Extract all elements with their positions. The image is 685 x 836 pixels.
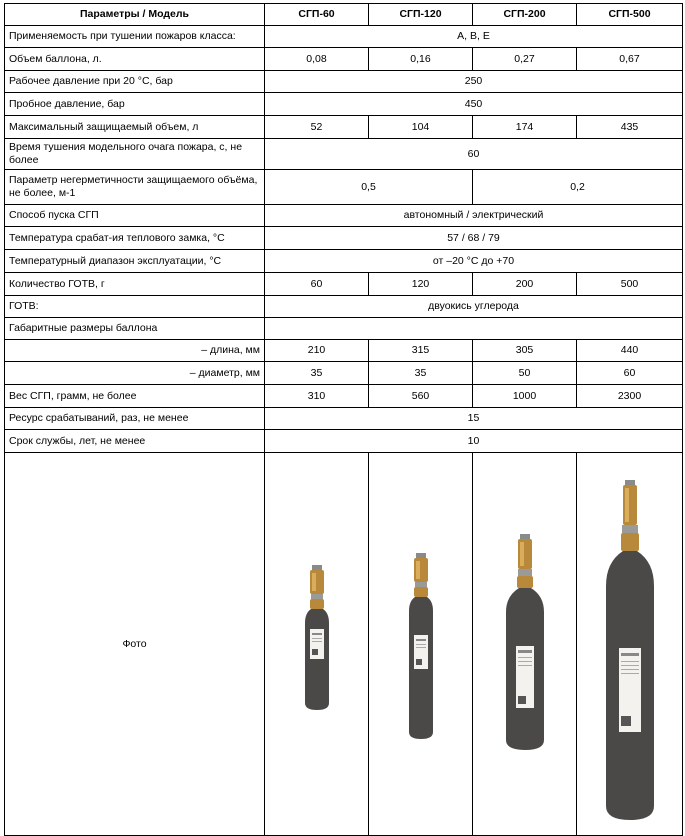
table-row	[5, 318, 683, 340]
table-row	[5, 26, 683, 48]
table-row	[5, 205, 683, 227]
row-value: 120	[369, 273, 473, 296]
row-label: Объем баллона, л.	[5, 48, 265, 71]
row-label: – длина, мм	[5, 340, 265, 362]
row-value: 10	[265, 430, 683, 453]
table-row	[5, 227, 683, 250]
row-value: 60	[265, 139, 683, 170]
row-value: от –20 °С до +70	[265, 250, 683, 273]
row-value: 50	[473, 362, 577, 385]
cylinder-photo	[503, 534, 547, 750]
row-value: двуокись углерода	[265, 296, 683, 318]
photo-label: Фото	[5, 453, 265, 836]
header-param: Параметры / Модель	[5, 4, 265, 26]
row-value: 0,5	[265, 170, 473, 205]
cylinder-photo	[302, 565, 332, 710]
table-row	[5, 71, 683, 93]
header-model: СГП-120	[369, 4, 473, 26]
row-value	[265, 318, 683, 340]
row-value: 174	[473, 116, 577, 139]
table-row	[5, 385, 683, 408]
row-label: Применяемость при тушении пожаров класса:	[5, 26, 265, 48]
cylinder-photo	[603, 480, 657, 820]
photo-cell-sgp500	[577, 453, 683, 836]
row-value: 0,16	[369, 48, 473, 71]
photo-cell-sgp200	[473, 453, 577, 836]
row-value: 57 / 68 / 79	[265, 227, 683, 250]
row-value: 435	[577, 116, 683, 139]
table-row	[5, 93, 683, 116]
header-model: СГП-200	[473, 4, 577, 26]
row-value: 35	[369, 362, 473, 385]
row-label: Способ пуска СГП	[5, 205, 265, 227]
row-value: 315	[369, 340, 473, 362]
cylinder-photo	[406, 553, 436, 739]
row-value: 104	[369, 116, 473, 139]
table-row	[5, 296, 683, 318]
row-label: Пробное давление, бар	[5, 93, 265, 116]
row-label: Рабочее давление при 20 °С, бар	[5, 71, 265, 93]
row-value: 1000	[473, 385, 577, 408]
row-label: ГОТВ:	[5, 296, 265, 318]
table-row	[5, 139, 683, 170]
photo-cell-sgp120	[369, 453, 473, 836]
row-value: 450	[265, 93, 683, 116]
row-value: 305	[473, 340, 577, 362]
row-value: 210	[265, 340, 369, 362]
photo-row	[5, 453, 683, 836]
row-value: 2300	[577, 385, 683, 408]
table-row	[5, 250, 683, 273]
row-label: Максимальный защищаемый объем, л	[5, 116, 265, 139]
photo-cell-sgp60	[265, 453, 369, 836]
row-label: Количество ГОТВ, г	[5, 273, 265, 296]
header-row	[5, 4, 683, 26]
table-row	[5, 362, 683, 385]
row-value: 310	[265, 385, 369, 408]
row-value: 0,67	[577, 48, 683, 71]
row-value: 560	[369, 385, 473, 408]
row-label: Температура срабат-ия теплового замка, °С	[5, 227, 265, 250]
table-row	[5, 116, 683, 139]
row-value: А, В, Е	[265, 26, 683, 48]
row-value: 15	[265, 408, 683, 430]
row-value: 200	[473, 273, 577, 296]
table-row	[5, 408, 683, 430]
spec-table	[4, 3, 683, 836]
row-label: Габаритные размеры баллона	[5, 318, 265, 340]
row-value: 52	[265, 116, 369, 139]
row-value: 35	[265, 362, 369, 385]
row-value: 500	[577, 273, 683, 296]
row-value: 60	[265, 273, 369, 296]
row-value: 0,08	[265, 48, 369, 71]
row-label: Время тушения модельного очага пожара, с, не более	[5, 139, 265, 170]
row-label: Параметр негерметичности защищаемого объёма, не более, м-1	[5, 170, 265, 205]
row-label: Вес СГП, грамм, не более	[5, 385, 265, 408]
row-label: – диаметр, мм	[5, 362, 265, 385]
row-value: 0,27	[473, 48, 577, 71]
row-value: 440	[577, 340, 683, 362]
table-row	[5, 430, 683, 453]
header-model: СГП-60	[265, 4, 369, 26]
table-row	[5, 273, 683, 296]
table-row	[5, 340, 683, 362]
row-value: автономный / электрический	[265, 205, 683, 227]
row-label: Ресурс срабатываний, раз, не менее	[5, 408, 265, 430]
row-value: 250	[265, 71, 683, 93]
row-value: 60	[577, 362, 683, 385]
header-model: СГП-500	[577, 4, 683, 26]
table-row	[5, 170, 683, 205]
row-value: 0,2	[473, 170, 683, 205]
row-label: Температурный диапазон эксплуатации, °С	[5, 250, 265, 273]
table-row	[5, 48, 683, 71]
row-label: Срок службы, лет, не менее	[5, 430, 265, 453]
